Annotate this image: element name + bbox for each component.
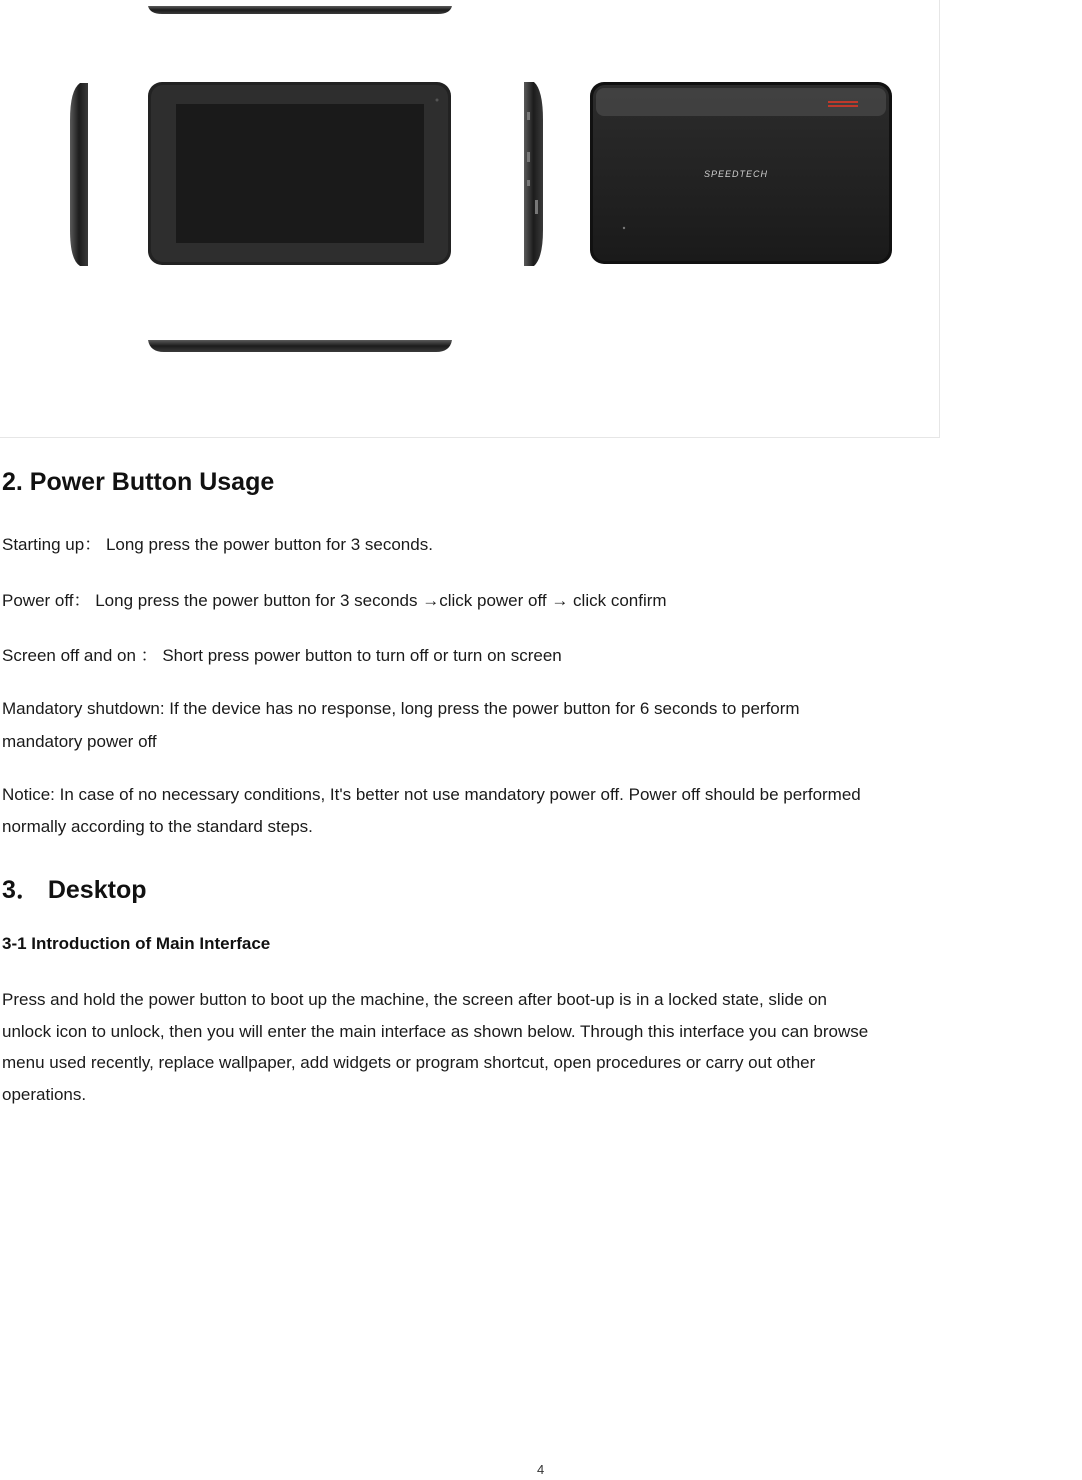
mandatory-shutdown-line-1: Mandatory shutdown: If the device has no response, long press the power button for 6 seconds to perform (2, 699, 800, 718)
tablet-views-figure (0, 0, 940, 438)
desktop-paragraph-line-2: unlock icon to unlock, then you will enter the main interface as shown below. Through this interface you can browse (2, 1022, 869, 1041)
tablet-illustration (0, 0, 940, 438)
section-heading-power-button: 2. Power Button Usage (2, 468, 275, 496)
subheading-main-interface: 3-1 Introduction of Main Interface (2, 934, 271, 953)
mandatory-shutdown-line-2: mandatory power off (2, 732, 157, 751)
page-number: 4 (537, 1462, 545, 1477)
desktop-paragraph-line-4: operations. (2, 1085, 87, 1104)
power-off-line: Power off： Long press the power button for 3 seconds →click power off → click confirm (2, 591, 667, 610)
screen-off-on-line: Screen off and on ： Short press power button to turn off or turn on screen (2, 646, 562, 665)
notice-line-2: normally according to the standard steps. (2, 817, 313, 836)
desktop-paragraph-line-3: menu used recently, replace wallpaper, add widgets or program shortcut, open procedures or carry out other (2, 1053, 816, 1072)
tablet-right-side (524, 82, 543, 266)
section-heading-desktop: 3． Desktop (2, 876, 147, 904)
speedtech-logo: SPEEDTECH (704, 169, 769, 179)
tablet-left-side (70, 83, 88, 266)
tablet-top-edge (148, 6, 452, 14)
tablet-back-view (590, 82, 892, 264)
tablet-bottom-edge (148, 340, 452, 352)
tablet-front-view (148, 82, 451, 265)
starting-up-line: Starting up： Long press the power button for 3 seconds. (2, 535, 433, 554)
desktop-paragraph-line-1: Press and hold the power button to boot up the machine, the screen after boot-up is in a locked state, slide on (2, 990, 828, 1009)
notice-line-1: Notice: In case of no necessary conditions, It's better not use mandatory power off. Power off should be performed (2, 785, 861, 804)
